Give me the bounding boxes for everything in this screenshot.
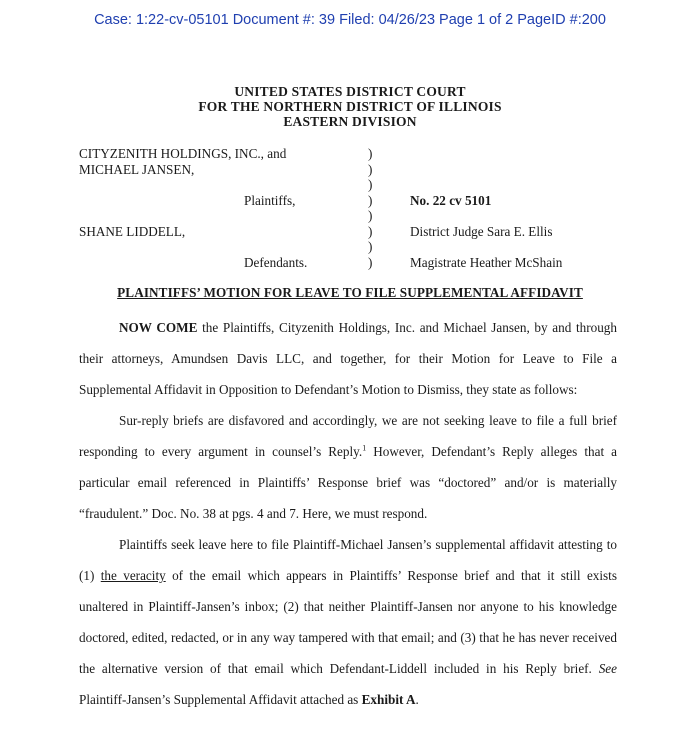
caption-paren: ) [368,223,373,239]
caption-paren: ) [368,177,373,192]
defendant-name: SHANE LIDDELL, [79,224,186,239]
footnote-marker[interactable]: 1 [362,443,367,453]
caption-parentheses [368,146,372,270]
paragraph-2 [79,405,617,529]
caption-paren: ) [368,254,373,270]
case-number: No. 22 cv 5101 [410,193,492,208]
court-district: FOR THE NORTHERN DISTRICT OF ILLINOIS [198,99,502,114]
plaintiffs-names-line1: CITYZENITH HOLDINGS, INC., and [79,146,287,161]
court-name: UNITED STATES DISTRICT COURT [234,84,466,99]
magistrate-judge: Magistrate Heather McShain [410,255,563,270]
plaintiffs-role: Plaintiffs, [244,193,296,208]
paragraph-2-text-b: However, Defendant’s Reply alleges that a particular email referenced in Plaintiffs’ Response brief was “doctored” and/or is materially “fraudulent.” Doc. No. 38 at pgs. 4 and 7. Here, we must respond. [79,444,617,521]
paragraph-3-text-a: Plaintiffs seek leave here to file Plaintiff-Michael Jansen’s supplemental affidavit attesting to (1) [79,537,617,583]
case-caption [0,146,700,276]
veracity-underlined: the veracity [100,568,166,583]
now-come-lead: NOW COME [119,320,198,335]
see-signal: See [598,661,617,676]
motion-title-text: PLAINTIFFS’ MOTION FOR LEAVE TO FILE SUPPLEMENTAL AFFIDAVIT [117,285,583,300]
case-header-stamp: Case: 1:22-cv-05101 Document #: 39 Filed: 04/26/23 Page 1 of 2 PageID #:200 [94,12,606,28]
defendant-role: Defendants. [244,255,308,270]
motion-title [0,285,700,301]
paragraph-1 [79,312,617,405]
paragraph-3 [79,529,617,715]
plaintiffs-names-line2: MICHAEL JANSEN, [79,162,195,177]
paragraph-3-text-b: of the email which appears in Plaintiffs’ Response brief and that it still exists unaltered in Plaintiff-Jansen’s inbox; (2) that neither Plaintiff-Jansen nor anyone to his knowledge doctored, edited, redacted, or in any way tampered with that email; and (3) that he has never received the alternative version of that email which Defendant-Liddell included in his Reply brief. [79,568,617,676]
district-judge: District Judge Sara E. Ellis [410,224,553,239]
caption-paren: ) [368,161,373,177]
caption-paren: ) [368,208,373,223]
court-division: EASTERN DIVISION [283,114,417,129]
court-heading [0,84,700,129]
paragraph-3-end: . [415,692,419,707]
paragraph-1-text: the Plaintiffs, Cityzenith Holdings, Inc. and Michael Jansen, by and through their attorneys, Amundsen Davis LLC, and together, for their Motion for Leave to File a Supplemental Affidavit in Opposition to Defendant’s Motion to Dismiss, they state as follows: [79,320,617,397]
caption-paren: ) [368,192,373,208]
exhibit-a-reference: Exhibit A [361,692,416,707]
caption-paren: ) [368,146,373,161]
paragraph-2-text-a: Sur-reply briefs are disfavored and accordingly, we are not seeking leave to file a full brief responding to every argument in counsel’s Reply. [79,413,617,459]
paragraph-3-text-c: Plaintiff-Jansen’s Supplemental Affidavit attached as [79,692,362,707]
motion-body [79,312,617,715]
caption-paren: ) [368,239,373,254]
